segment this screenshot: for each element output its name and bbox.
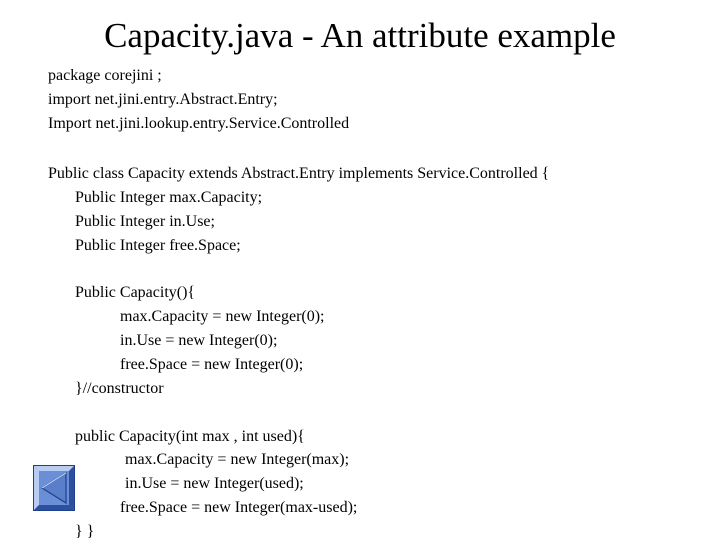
code-line: Import net.jini.lookup.entry.Service.Controlled [48,115,350,132]
code-line: Public Integer in.Use; [75,213,215,230]
code-line: import net.jini.entry.Abstract.Entry; [48,91,278,108]
code-line: free.Space = new Integer(max-used); [120,499,358,516]
code-line: Public Integer free.Space; [75,237,241,254]
code-line: max.Capacity = new Integer(max); [125,451,350,468]
code-line: Public class Capacity extends Abstract.Entry implements Service.Controlled { [48,165,550,182]
code-line: Public Capacity(){ [75,284,196,301]
slide-title: Capacity.java - An attribute example [104,16,616,55]
back-button[interactable] [33,465,75,511]
code-line: Public Integer max.Capacity; [75,189,263,206]
code-line: in.Use = new Integer(used); [125,475,304,492]
code-line: }//constructor [75,380,164,397]
back-arrow-icon [33,465,75,511]
code-line: public Capacity(int max , int used){ [75,428,305,445]
code-line: in.Use = new Integer(0); [120,332,278,349]
code-line: package corejini ; [48,67,162,84]
code-line: max.Capacity = new Integer(0); [120,308,325,325]
code-line: free.Space = new Integer(0); [120,356,304,373]
code-line: } } [75,523,95,540]
